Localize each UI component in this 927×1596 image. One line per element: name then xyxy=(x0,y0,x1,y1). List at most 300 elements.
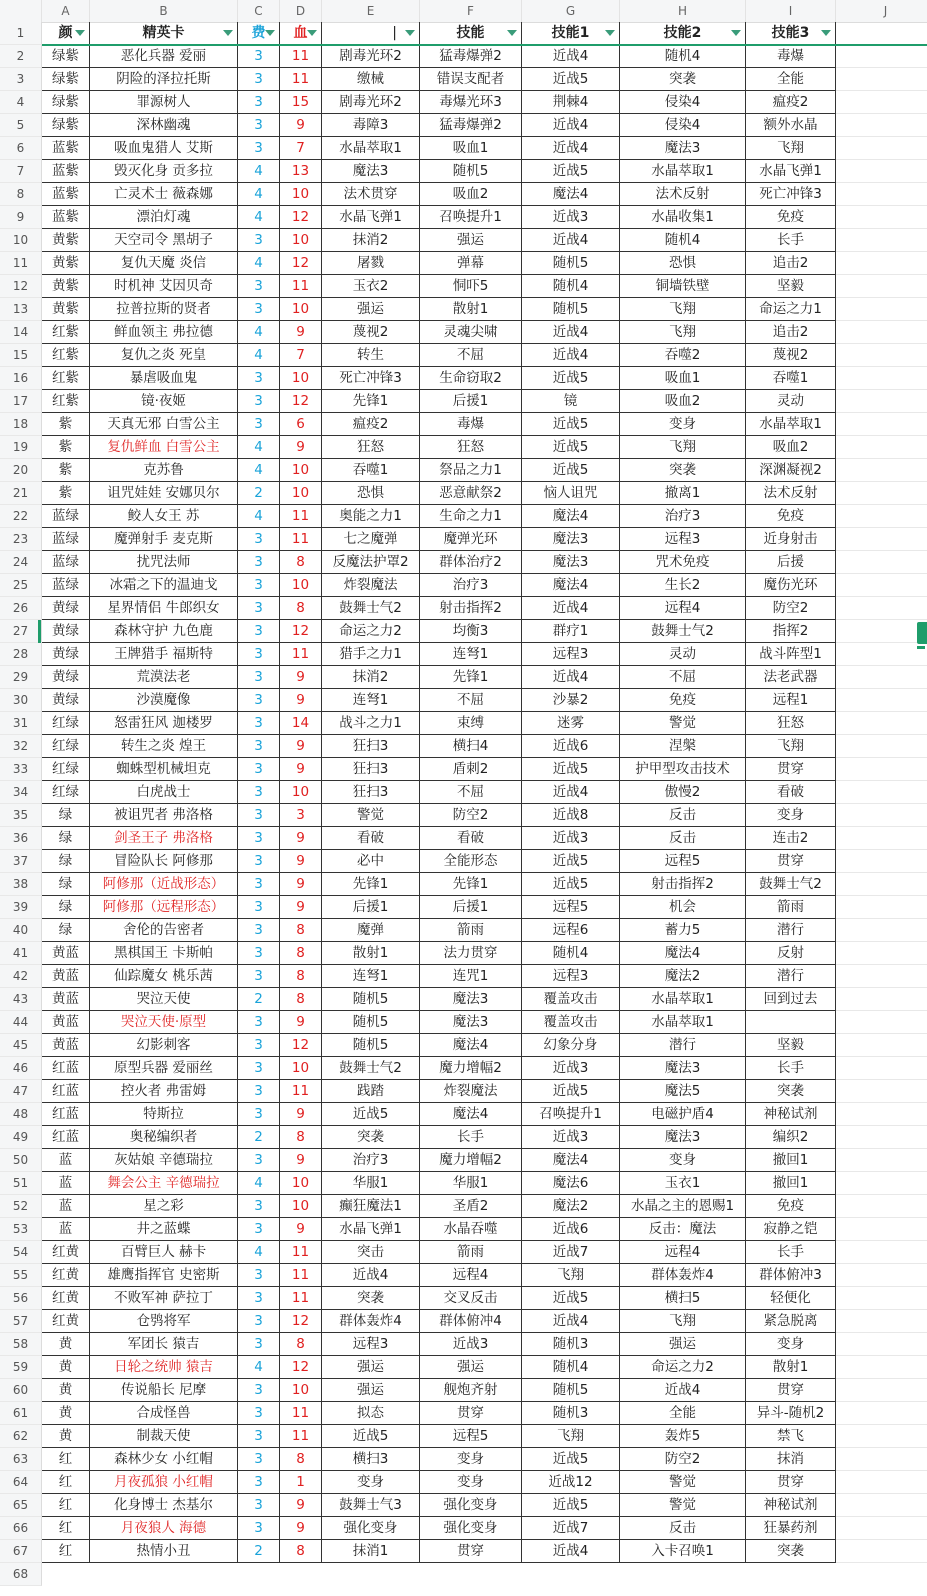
table-cell[interactable]: 近战3 xyxy=(420,1333,522,1356)
table-cell[interactable]: 鲜血领主 弗拉德 xyxy=(90,321,238,344)
table-cell[interactable]: 魔法3 xyxy=(620,1057,746,1080)
table-cell[interactable]: 3 xyxy=(238,1402,280,1425)
table-cell[interactable]: 沙漠魔像 xyxy=(90,689,238,712)
filter-dropdown-icon[interactable] xyxy=(731,30,741,36)
table-cell[interactable]: 11 xyxy=(280,1241,322,1264)
table-cell[interactable]: 束缚 xyxy=(420,712,522,735)
table-cell[interactable]: 狂扫3 xyxy=(322,781,420,804)
table-cell[interactable]: 3 xyxy=(238,1517,280,1540)
table-cell[interactable]: 3 xyxy=(238,114,280,137)
table-cell[interactable]: 魔法4 xyxy=(522,1149,620,1172)
table-cell[interactable]: 魔法4 xyxy=(522,183,620,206)
table-cell[interactable]: 3 xyxy=(238,1448,280,1471)
table-cell[interactable]: 4 xyxy=(238,1241,280,1264)
table-cell[interactable]: 吞噬1 xyxy=(322,459,420,482)
table-cell[interactable]: 死亡冲锋3 xyxy=(322,367,420,390)
table-cell[interactable]: 水晶萃取1 xyxy=(620,1011,746,1034)
empty-cell[interactable] xyxy=(836,1425,927,1448)
table-cell[interactable]: 远程5 xyxy=(522,896,620,919)
table-cell[interactable]: 水晶飞弹1 xyxy=(322,206,420,229)
table-cell[interactable]: 红黄 xyxy=(42,1264,90,1287)
table-cell[interactable]: 必中 xyxy=(322,850,420,873)
table-cell[interactable]: 4 xyxy=(238,505,280,528)
table-cell[interactable]: 反击 xyxy=(620,827,746,850)
table-cell[interactable]: 毒爆光环3 xyxy=(420,91,522,114)
table-cell[interactable]: 华服1 xyxy=(322,1172,420,1195)
table-cell[interactable]: 幻影刺客 xyxy=(90,1034,238,1057)
table-cell[interactable]: 魔法3 xyxy=(522,551,620,574)
table-cell[interactable]: 11 xyxy=(280,1264,322,1287)
table-cell[interactable]: 近战5 xyxy=(522,1080,620,1103)
table-cell[interactable]: 9 xyxy=(280,321,322,344)
table-cell[interactable]: 覆盖攻击 xyxy=(522,988,620,1011)
table-cell[interactable]: 法老武器 xyxy=(746,666,836,689)
table-cell[interactable]: 贯穿 xyxy=(746,1471,836,1494)
table-cell[interactable]: 轻便化 xyxy=(746,1287,836,1310)
table-cell[interactable]: 群疗1 xyxy=(522,620,620,643)
filter-dropdown-icon[interactable] xyxy=(223,30,233,36)
table-cell[interactable]: 11 xyxy=(280,1402,322,1425)
table-cell[interactable]: 突袭 xyxy=(746,1080,836,1103)
table-cell[interactable]: 魔法4 xyxy=(420,1034,522,1057)
table-cell[interactable]: 8 xyxy=(280,1126,322,1149)
empty-cell[interactable] xyxy=(836,1310,927,1333)
table-cell[interactable]: 黄 xyxy=(42,1356,90,1379)
row-number[interactable]: 48 xyxy=(0,1103,42,1126)
column-letter-a[interactable]: A xyxy=(42,0,90,22)
table-cell[interactable]: 生命窃取2 xyxy=(420,367,522,390)
table-cell[interactable]: 黄 xyxy=(42,1379,90,1402)
table-cell[interactable]: 9 xyxy=(280,436,322,459)
empty-cell[interactable] xyxy=(836,160,927,183)
table-cell[interactable]: 侵染4 xyxy=(620,91,746,114)
table-cell[interactable]: 黄紫 xyxy=(42,298,90,321)
header-cell[interactable] xyxy=(238,22,280,45)
table-cell[interactable]: 3 xyxy=(238,229,280,252)
table-cell[interactable]: 群体俯冲4 xyxy=(420,1310,522,1333)
table-cell[interactable]: 魔弹光环 xyxy=(420,528,522,551)
table-cell[interactable]: 3 xyxy=(238,137,280,160)
row-number[interactable]: 39 xyxy=(0,896,42,919)
table-cell[interactable]: 缴械 xyxy=(322,68,420,91)
table-cell[interactable]: 阿修那（近战形态） xyxy=(90,873,238,896)
table-cell[interactable]: 9 xyxy=(280,1517,322,1540)
table-cell[interactable]: 狂怒 xyxy=(746,712,836,735)
table-cell[interactable]: 神秘试剂 xyxy=(746,1494,836,1517)
table-cell[interactable]: 飞翔 xyxy=(522,1425,620,1448)
header-cell[interactable] xyxy=(90,22,238,45)
row-number[interactable]: 25 xyxy=(0,574,42,597)
table-cell[interactable]: 先锋1 xyxy=(322,873,420,896)
table-cell[interactable]: 恐惧 xyxy=(620,252,746,275)
row-number[interactable]: 41 xyxy=(0,942,42,965)
table-cell[interactable]: 近战5 xyxy=(522,1287,620,1310)
table-cell[interactable]: 近战12 xyxy=(522,1471,620,1494)
table-cell[interactable]: 幻象分身 xyxy=(522,1034,620,1057)
table-cell[interactable]: 额外水晶 xyxy=(746,114,836,137)
header-cell[interactable] xyxy=(280,22,322,45)
table-cell[interactable]: 突袭 xyxy=(322,1287,420,1310)
table-cell[interactable]: 3 xyxy=(238,735,280,758)
table-cell[interactable]: 水晶萃取1 xyxy=(620,988,746,1011)
table-cell[interactable]: 红紫 xyxy=(42,390,90,413)
table-cell[interactable]: 潜行 xyxy=(746,965,836,988)
table-cell[interactable]: 被诅咒者 弗洛格 xyxy=(90,804,238,827)
table-cell[interactable]: 蔑视2 xyxy=(746,344,836,367)
table-cell[interactable]: 随机4 xyxy=(522,942,620,965)
table-cell[interactable]: 魔法3 xyxy=(522,528,620,551)
table-cell[interactable]: 9 xyxy=(280,850,322,873)
row-number[interactable]: 67 xyxy=(0,1540,42,1563)
table-cell[interactable]: 近战4 xyxy=(522,781,620,804)
table-cell[interactable]: 魔法3 xyxy=(420,1011,522,1034)
table-cell[interactable]: 蓝绿 xyxy=(42,551,90,574)
header-cell[interactable] xyxy=(522,22,620,45)
table-cell[interactable]: 10 xyxy=(280,1172,322,1195)
table-cell[interactable]: 盾刺2 xyxy=(420,758,522,781)
table-cell[interactable]: 后援 xyxy=(746,551,836,574)
empty-cell[interactable] xyxy=(836,620,927,643)
empty-cell[interactable] xyxy=(836,1264,927,1287)
table-cell[interactable]: 星界情侣 牛郎织女 xyxy=(90,597,238,620)
row-number[interactable]: 22 xyxy=(0,505,42,528)
table-cell[interactable]: 井之蓝蝶 xyxy=(90,1218,238,1241)
table-cell[interactable]: 水晶萃取1 xyxy=(322,137,420,160)
table-cell[interactable]: 4 xyxy=(238,252,280,275)
table-cell[interactable]: 反魔法护罩2 xyxy=(322,551,420,574)
table-cell[interactable]: 热情小丑 xyxy=(90,1540,238,1563)
table-cell[interactable]: 星之彩 xyxy=(90,1195,238,1218)
empty-cell[interactable] xyxy=(836,252,927,275)
table-cell[interactable]: 防空2 xyxy=(746,597,836,620)
table-cell[interactable]: 黄绿 xyxy=(42,643,90,666)
table-cell[interactable]: 猛毒爆弹2 xyxy=(420,45,522,68)
table-cell[interactable]: 贯穿 xyxy=(420,1540,522,1563)
row-number[interactable]: 15 xyxy=(0,344,42,367)
table-cell[interactable]: 红蓝 xyxy=(42,1057,90,1080)
table-cell[interactable]: 怒雷狂风 迦楼罗 xyxy=(90,712,238,735)
table-cell[interactable]: 化身博士 杰基尔 xyxy=(90,1494,238,1517)
row-number[interactable]: 38 xyxy=(0,873,42,896)
table-cell[interactable]: 12 xyxy=(280,390,322,413)
table-cell[interactable]: 绿 xyxy=(42,850,90,873)
table-cell[interactable]: 突袭 xyxy=(620,68,746,91)
table-cell[interactable]: 狂怒 xyxy=(322,436,420,459)
row-number[interactable]: 56 xyxy=(0,1287,42,1310)
empty-cell[interactable] xyxy=(836,22,927,45)
table-cell[interactable]: 变身 xyxy=(746,804,836,827)
table-cell[interactable]: 强化变身 xyxy=(322,1517,420,1540)
table-cell[interactable]: 近战5 xyxy=(522,873,620,896)
table-cell[interactable]: 灵动 xyxy=(620,643,746,666)
table-cell[interactable]: 强运 xyxy=(322,1379,420,1402)
table-cell[interactable]: 屠戮 xyxy=(322,252,420,275)
table-cell[interactable]: 红 xyxy=(42,1540,90,1563)
filter-dropdown-icon[interactable] xyxy=(405,30,415,36)
row-number[interactable]: 27 xyxy=(0,620,42,643)
table-cell[interactable]: 10 xyxy=(280,459,322,482)
table-cell[interactable]: 11 xyxy=(280,643,322,666)
table-cell[interactable]: 10 xyxy=(280,482,322,505)
table-cell[interactable]: 近战4 xyxy=(522,114,620,137)
table-cell[interactable]: 机会 xyxy=(620,896,746,919)
table-cell[interactable]: 神秘试剂 xyxy=(746,1103,836,1126)
table-cell[interactable]: 近战5 xyxy=(522,413,620,436)
row-number[interactable]: 30 xyxy=(0,689,42,712)
table-cell[interactable]: 魔法3 xyxy=(620,1126,746,1149)
table-cell[interactable]: 黄紫 xyxy=(42,275,90,298)
table-cell[interactable]: 12 xyxy=(280,252,322,275)
table-cell[interactable]: 红黄 xyxy=(42,1310,90,1333)
table-cell[interactable]: 9 xyxy=(280,827,322,850)
table-cell[interactable]: 召唤提升1 xyxy=(420,206,522,229)
table-cell[interactable]: 法术反射 xyxy=(620,183,746,206)
empty-cell[interactable] xyxy=(836,367,927,390)
table-cell[interactable]: 拟态 xyxy=(322,1402,420,1425)
table-cell[interactable]: 鼓舞士气2 xyxy=(322,1057,420,1080)
column-letter-h[interactable]: H xyxy=(620,0,746,22)
table-cell[interactable]: 12 xyxy=(280,620,322,643)
table-cell[interactable]: 剑圣王子 弗洛格 xyxy=(90,827,238,850)
table-cell[interactable]: 抹消2 xyxy=(322,666,420,689)
table-cell[interactable]: 黄绿 xyxy=(42,597,90,620)
filter-dropdown-icon[interactable] xyxy=(307,30,317,36)
table-cell[interactable]: 华服1 xyxy=(420,1172,522,1195)
table-cell[interactable]: 恐惧 xyxy=(322,482,420,505)
table-cell[interactable]: 鼓舞士气2 xyxy=(322,597,420,620)
table-cell[interactable]: 漂泊灯魂 xyxy=(90,206,238,229)
table-cell[interactable]: 七之魔弹 xyxy=(322,528,420,551)
table-cell[interactable]: 吸血鬼猎人 艾斯 xyxy=(90,137,238,160)
table-cell[interactable]: 群体轰炸4 xyxy=(620,1264,746,1287)
empty-cell[interactable] xyxy=(836,873,927,896)
table-cell[interactable]: 强运 xyxy=(322,1356,420,1379)
empty-cell[interactable] xyxy=(836,114,927,137)
table-cell[interactable]: 横扫3 xyxy=(322,1448,420,1471)
row-number[interactable]: 63 xyxy=(0,1448,42,1471)
table-cell[interactable]: 10 xyxy=(280,574,322,597)
table-cell[interactable]: 散射1 xyxy=(420,298,522,321)
empty-cell[interactable] xyxy=(836,804,927,827)
row-number[interactable]: 13 xyxy=(0,298,42,321)
table-cell[interactable]: 3 xyxy=(238,873,280,896)
table-cell[interactable]: 绿 xyxy=(42,919,90,942)
table-cell[interactable]: 法术反射 xyxy=(746,482,836,505)
table-cell[interactable]: 毒爆 xyxy=(746,45,836,68)
table-cell[interactable]: 黄蓝 xyxy=(42,988,90,1011)
table-cell[interactable]: 蓝 xyxy=(42,1149,90,1172)
table-cell[interactable]: 免疫 xyxy=(746,206,836,229)
table-cell[interactable]: 2 xyxy=(238,1126,280,1149)
row-number[interactable]: 34 xyxy=(0,781,42,804)
table-cell[interactable]: 近战4 xyxy=(522,321,620,344)
table-cell[interactable]: 9 xyxy=(280,873,322,896)
table-cell[interactable]: 近战3 xyxy=(522,827,620,850)
table-cell[interactable]: 红 xyxy=(42,1471,90,1494)
table-cell[interactable]: 全能形态 xyxy=(420,850,522,873)
table-cell[interactable]: 飞翔 xyxy=(746,735,836,758)
table-cell[interactable]: 8 xyxy=(280,1540,322,1563)
table-cell[interactable]: 3 xyxy=(238,390,280,413)
empty-cell[interactable] xyxy=(836,1034,927,1057)
table-cell[interactable]: 沙暴2 xyxy=(522,689,620,712)
table-cell[interactable]: 制裁天使 xyxy=(90,1425,238,1448)
table-cell[interactable]: 近战3 xyxy=(522,206,620,229)
empty-cell[interactable] xyxy=(836,206,927,229)
table-cell[interactable]: 4 xyxy=(238,344,280,367)
table-cell[interactable]: 警觉 xyxy=(620,1494,746,1517)
table-cell[interactable]: 撤回1 xyxy=(746,1149,836,1172)
table-cell[interactable]: 绿紫 xyxy=(42,68,90,91)
table-cell[interactable]: 罪源树人 xyxy=(90,91,238,114)
table-cell[interactable]: 践踏 xyxy=(322,1080,420,1103)
table-cell[interactable]: 阴险的泽拉托斯 xyxy=(90,68,238,91)
table-cell[interactable]: 撤回1 xyxy=(746,1172,836,1195)
column-letter-e[interactable]: E xyxy=(322,0,420,22)
table-cell[interactable]: 异斗-随机2 xyxy=(746,1402,836,1425)
table-cell[interactable]: 8 xyxy=(280,1333,322,1356)
empty-cell[interactable] xyxy=(836,1517,927,1540)
empty-cell[interactable] xyxy=(836,919,927,942)
table-cell[interactable]: 魔力增幅2 xyxy=(420,1149,522,1172)
table-cell[interactable]: 随机4 xyxy=(620,229,746,252)
table-cell[interactable]: 反击 xyxy=(620,1517,746,1540)
table-cell[interactable]: 近战3 xyxy=(522,1126,620,1149)
empty-cell[interactable] xyxy=(836,758,927,781)
row-number[interactable]: 64 xyxy=(0,1471,42,1494)
table-cell[interactable]: 狂暴药剂 xyxy=(746,1517,836,1540)
table-cell[interactable]: 3 xyxy=(238,850,280,873)
row-number[interactable]: 40 xyxy=(0,919,42,942)
table-cell[interactable]: 射击指挥2 xyxy=(420,597,522,620)
table-cell[interactable]: 12 xyxy=(280,1034,322,1057)
empty-cell[interactable] xyxy=(836,390,927,413)
table-cell[interactable]: 蓝 xyxy=(42,1195,90,1218)
table-cell[interactable]: 3 xyxy=(238,1011,280,1034)
table-cell[interactable]: 水晶飞弹1 xyxy=(322,1218,420,1241)
empty-cell[interactable] xyxy=(836,1494,927,1517)
table-cell[interactable]: 黄紫 xyxy=(42,252,90,275)
table-cell[interactable]: 3 xyxy=(280,804,322,827)
row-number[interactable]: 9 xyxy=(0,206,42,229)
table-cell[interactable]: 15 xyxy=(280,91,322,114)
table-cell[interactable]: 近战7 xyxy=(522,1241,620,1264)
table-cell[interactable]: 镜 xyxy=(522,390,620,413)
table-cell[interactable]: 长手 xyxy=(746,1057,836,1080)
table-cell[interactable]: 3 xyxy=(238,942,280,965)
table-cell[interactable]: 哭泣天使 xyxy=(90,988,238,1011)
table-cell[interactable]: 水晶飞弹1 xyxy=(746,160,836,183)
table-cell[interactable]: 4 xyxy=(238,183,280,206)
empty-cell[interactable] xyxy=(836,850,927,873)
table-cell[interactable]: 7 xyxy=(280,344,322,367)
table-cell[interactable]: 吸血2 xyxy=(620,390,746,413)
table-cell[interactable]: 寂静之铠 xyxy=(746,1218,836,1241)
row-number[interactable]: 28 xyxy=(0,643,42,666)
column-letter-d[interactable]: D xyxy=(280,0,322,22)
table-cell[interactable]: 变身 xyxy=(746,1333,836,1356)
table-cell[interactable]: 3 xyxy=(238,1149,280,1172)
select-all-corner[interactable] xyxy=(0,0,42,22)
row-number[interactable]: 12 xyxy=(0,275,42,298)
table-cell[interactable]: 4 xyxy=(238,1172,280,1195)
table-cell[interactable]: 紫 xyxy=(42,482,90,505)
table-cell[interactable]: 3 xyxy=(238,781,280,804)
table-cell[interactable]: 黄蓝 xyxy=(42,965,90,988)
empty-cell[interactable] xyxy=(836,1057,927,1080)
table-cell[interactable]: 森林守护 九色鹿 xyxy=(90,620,238,643)
table-cell[interactable]: 传说船长 尼摩 xyxy=(90,1379,238,1402)
empty-cell[interactable] xyxy=(836,1471,927,1494)
table-cell[interactable]: 群体俯冲3 xyxy=(746,1264,836,1287)
table-cell[interactable]: 横扫5 xyxy=(620,1287,746,1310)
table-cell[interactable]: 红绿 xyxy=(42,781,90,804)
table-cell[interactable]: 贯穿 xyxy=(746,1379,836,1402)
empty-cell[interactable] xyxy=(836,781,927,804)
empty-cell[interactable] xyxy=(836,482,927,505)
table-cell[interactable]: 后援1 xyxy=(420,896,522,919)
table-cell[interactable]: 黄 xyxy=(42,1402,90,1425)
table-cell[interactable]: 12 xyxy=(280,1310,322,1333)
empty-cell[interactable] xyxy=(836,597,927,620)
table-cell[interactable]: 电磁护盾4 xyxy=(620,1103,746,1126)
column-letter-i[interactable]: I xyxy=(746,0,836,22)
table-cell[interactable]: 百臂巨人 赫卡 xyxy=(90,1241,238,1264)
table-cell[interactable]: 箭雨 xyxy=(420,919,522,942)
table-cell[interactable]: 3 xyxy=(238,666,280,689)
table-cell[interactable]: 鼓舞士气2 xyxy=(620,620,746,643)
table-cell[interactable]: 10 xyxy=(280,298,322,321)
table-cell[interactable]: 魔法4 xyxy=(522,574,620,597)
table-cell[interactable]: 冒险队长 阿修那 xyxy=(90,850,238,873)
table-cell[interactable]: 生命之力1 xyxy=(420,505,522,528)
table-cell[interactable]: 红蓝 xyxy=(42,1080,90,1103)
table-cell[interactable]: 3 xyxy=(238,367,280,390)
table-cell[interactable]: 近战4 xyxy=(522,45,620,68)
table-cell[interactable]: 近战5 xyxy=(522,1494,620,1517)
table-cell[interactable]: 复仇之炎 死皇 xyxy=(90,344,238,367)
row-number[interactable]: 36 xyxy=(0,827,42,850)
table-cell[interactable]: 蓝 xyxy=(42,1218,90,1241)
table-cell[interactable]: 合成怪兽 xyxy=(90,1402,238,1425)
table-cell[interactable]: 黄蓝 xyxy=(42,1034,90,1057)
table-cell[interactable]: 法力贯穿 xyxy=(420,942,522,965)
table-cell[interactable]: 命运之力2 xyxy=(322,620,420,643)
row-number[interactable]: 23 xyxy=(0,528,42,551)
table-cell[interactable]: 3 xyxy=(238,643,280,666)
empty-cell[interactable] xyxy=(836,1287,927,1310)
table-cell[interactable]: 黄绿 xyxy=(42,689,90,712)
table-cell[interactable]: 紫 xyxy=(42,436,90,459)
table-cell[interactable]: 追击2 xyxy=(746,321,836,344)
table-cell[interactable]: 长手 xyxy=(746,1241,836,1264)
table-cell[interactable]: 连弩1 xyxy=(322,965,420,988)
table-cell[interactable]: 连弩1 xyxy=(322,689,420,712)
table-cell[interactable]: 红紫 xyxy=(42,367,90,390)
table-cell[interactable]: 深渊凝视2 xyxy=(746,459,836,482)
table-cell[interactable]: 近战4 xyxy=(522,1540,620,1563)
table-cell[interactable]: 抹消2 xyxy=(322,229,420,252)
table-cell[interactable]: 玉衣1 xyxy=(620,1172,746,1195)
table-cell[interactable]: 鲛人女王 苏 xyxy=(90,505,238,528)
table-cell[interactable]: 9 xyxy=(280,735,322,758)
table-cell[interactable]: 瘟疫2 xyxy=(322,413,420,436)
table-cell[interactable]: 远程3 xyxy=(620,528,746,551)
empty-cell[interactable] xyxy=(836,666,927,689)
table-cell[interactable]: 远程4 xyxy=(620,1241,746,1264)
table-cell[interactable]: 3 xyxy=(238,1379,280,1402)
table-cell[interactable]: 治疗3 xyxy=(620,505,746,528)
